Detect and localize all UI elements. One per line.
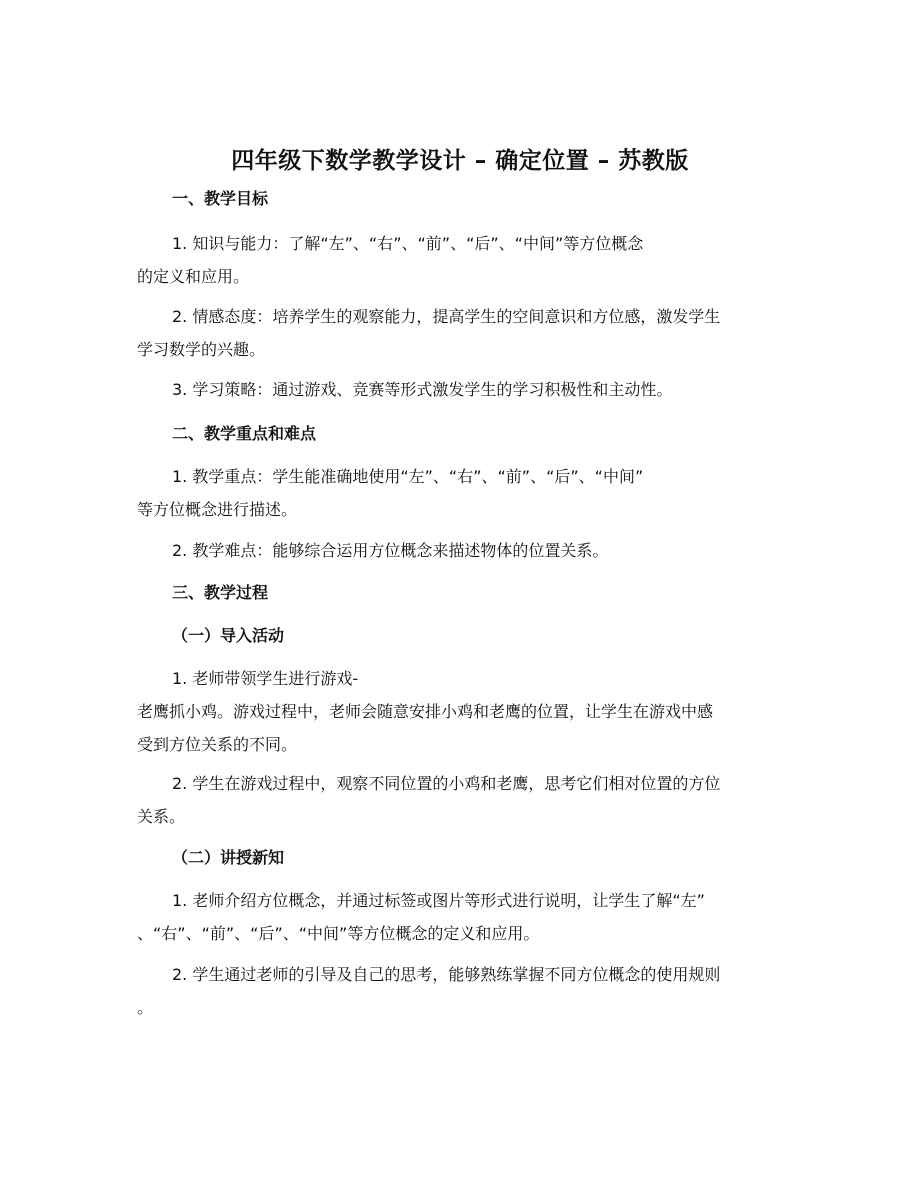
paragraph-line: 1. 教学重点：学生能准确地使用“左”、“右”、“前”、“后”、“中间” (172, 467, 644, 486)
paragraph-line: 关系。 (137, 807, 186, 826)
paragraph-learning-strategy (137, 373, 789, 406)
paragraph-line: 2. 学生通过老师的引导及自己的思考，能够熟练掌握不同方位概念的使用规则 (172, 965, 721, 984)
subsection-heading-new-knowledge: （二）讲授新知 (172, 848, 285, 867)
paragraph-line: 、“右”、“前”、“后”、“中间”等方位概念的定义和应用。 (137, 924, 540, 943)
paragraph-line: 学习数学的兴趣。 (137, 340, 266, 359)
paragraph-line: 3. 学习策略：通过游戏、竞赛等形式激发学生的学习积极性和主动性。 (172, 380, 673, 399)
document-title: 四年级下数学教学设计 – 确定位置 – 苏教版 (231, 148, 689, 174)
paragraph-line: 老鹰抓小鸡。游戏过程中，老师会随意安排小鸡和老鹰的位置，让学生在游戏中感 (137, 702, 714, 721)
section-heading-objectives: 一、教学目标 (172, 189, 269, 208)
paragraph-line: 。 (137, 998, 154, 1017)
paragraph-line: 1. 知识与能力：了解“左”、“右”、“前”、“后”、“中间”等方位概念 (172, 234, 644, 253)
paragraph-teacher-introduce (137, 884, 789, 950)
paragraph-line: 1. 老师带领学生进行游戏- (172, 669, 359, 688)
paragraph-emotional-attitude (137, 300, 789, 366)
paragraph-line: 1. 老师介绍方位概念，并通过标签或图片等形式进行说明，让学生了解“左” (172, 891, 705, 910)
paragraph-warmup-observe (137, 767, 789, 833)
section-heading-key-points: 二、教学重点和难点 (172, 424, 317, 443)
paragraph-knowledge-ability (137, 227, 789, 293)
paragraph-difficulty (137, 534, 789, 567)
paragraph-key-point (137, 460, 789, 526)
paragraph-line: 的定义和应用。 (137, 267, 250, 286)
paragraph-line: 等方位概念进行描述。 (137, 500, 298, 519)
paragraph-line: 2. 教学难点：能够综合运用方位概念来描述物体的位置关系。 (172, 541, 609, 560)
paragraph-line: 受到方位关系的不同。 (137, 735, 298, 754)
paragraph-line: 2. 学生在游戏过程中，观察不同位置的小鸡和老鹰，思考它们相对位置的方位 (172, 774, 721, 793)
subsection-heading-warmup: （一）导入活动 (172, 626, 285, 645)
section-heading-process: 三、教学过程 (172, 583, 269, 602)
paragraph-student-master (137, 958, 789, 1024)
paragraph-warmup-game (137, 662, 789, 761)
paragraph-line: 2. 情感态度：培养学生的观察能力，提高学生的空间意识和方位感，激发学生 (172, 307, 721, 326)
